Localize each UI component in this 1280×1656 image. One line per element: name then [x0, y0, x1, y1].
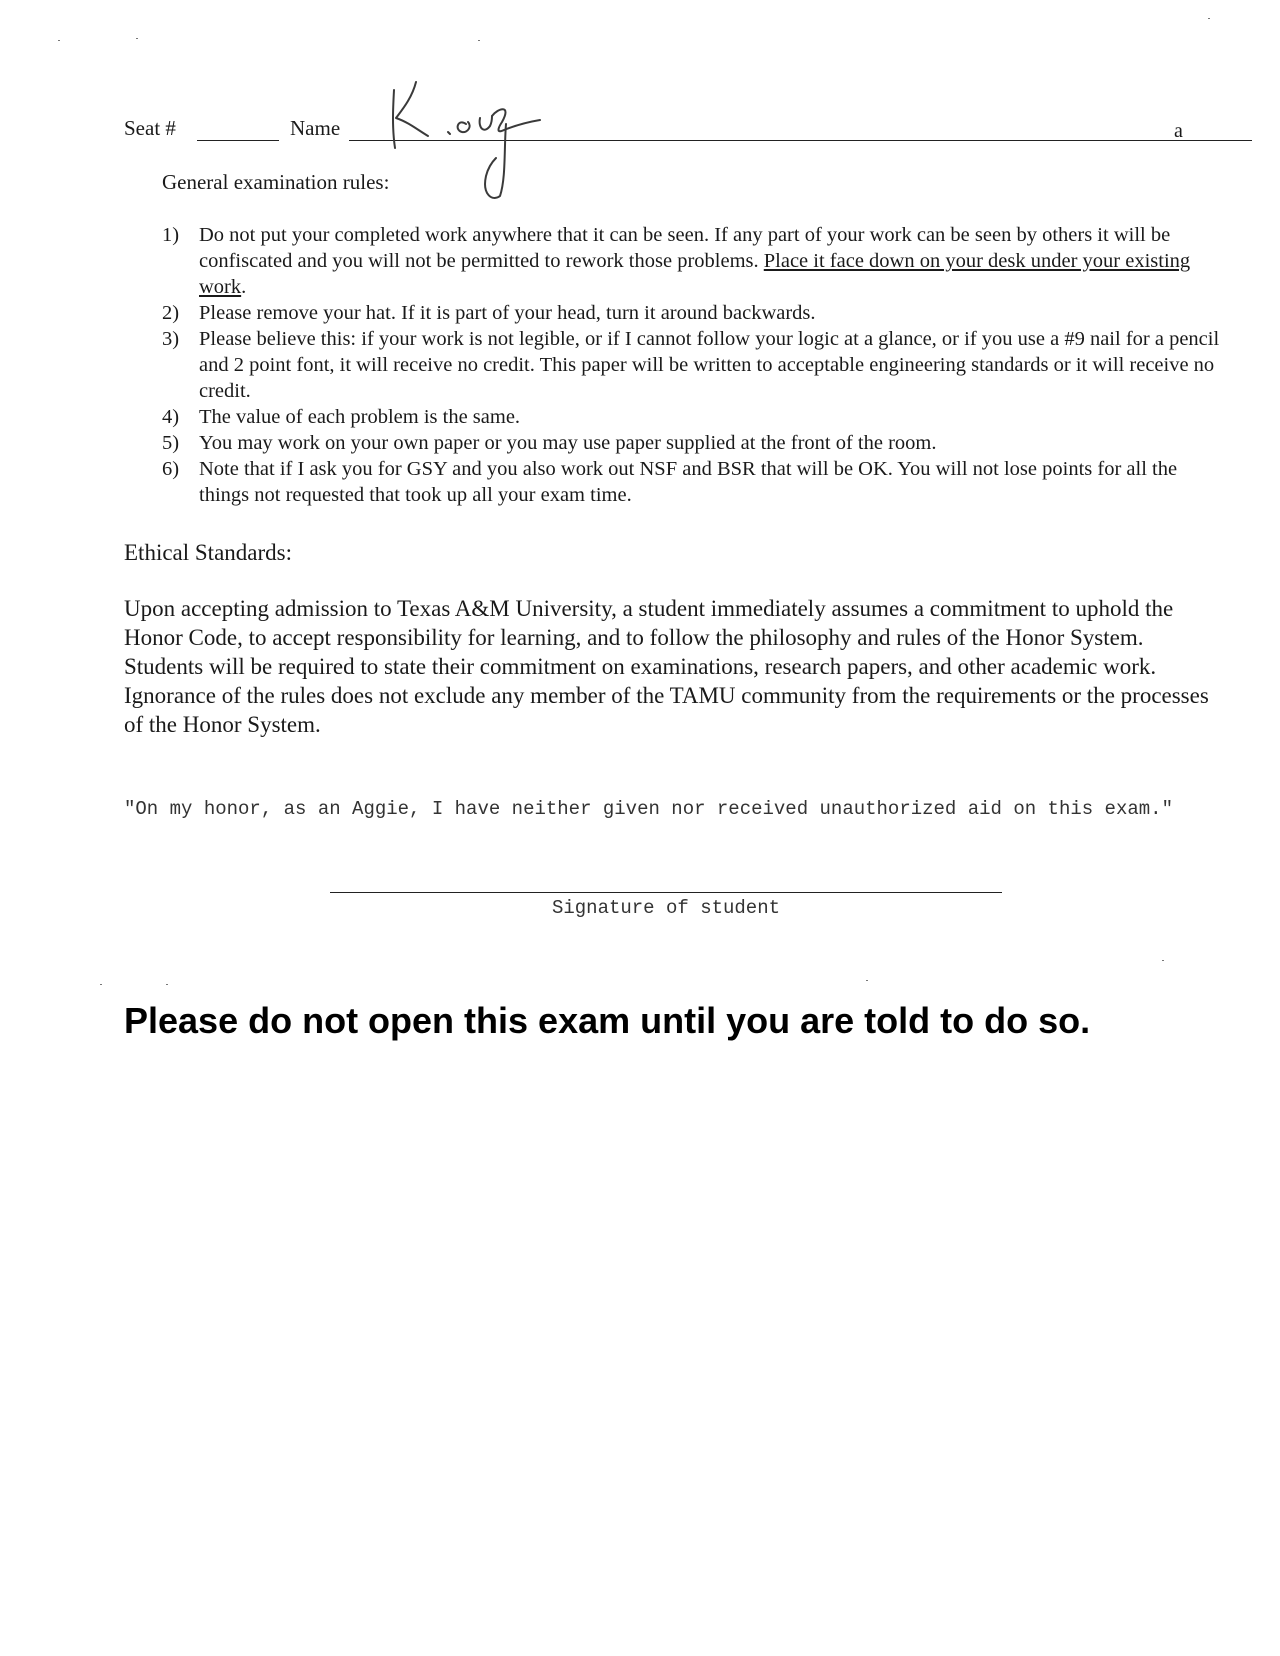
- general-rules-title: General examination rules:: [162, 170, 390, 194]
- rule-text: Do not put your completed work anywhere that it can be seen. If any part of your work can be seen by others it will be confiscated and you will not be permitted to rework those problems.: [199, 224, 1171, 272]
- rule-item: [162, 222, 1222, 300]
- rule-text: You may work on your own paper or you may use paper supplied at the front of the room.: [199, 432, 937, 454]
- scan-speck: [1208, 18, 1210, 19]
- rule-underlined-text: Place it face down on your desk under your existing work: [199, 250, 1191, 298]
- scan-speck: [136, 38, 138, 39]
- scan-speck: [58, 40, 60, 41]
- rules-list: [162, 222, 1222, 508]
- rule-text: The value of each problem is the same.: [199, 406, 521, 428]
- rule-number: 6): [162, 458, 180, 480]
- rule-number: 5): [162, 432, 180, 454]
- rule-text: Note that if I ask you for GSY and you also work out NSF and BSR that will be OK. You will not lose points for all the things not requested that took up all your exam time.: [199, 458, 1178, 506]
- aggie-honor-pledge: "On my honor, as an Aggie, I have neither given nor received unauthorized aid on this exam.": [124, 798, 1173, 820]
- rule-item: [162, 300, 1222, 326]
- rule-number: 1): [162, 224, 180, 246]
- honor-code-paragraph: Upon accepting admission to Texas A&M University, a student immediately assumes a commitment to uphold the Honor Code, to accept responsibility for learning, and to follow the philosophy and rules of the Honor System. Students will be required to state their commitment on examinations, research papers, and other academic work. Ignorance of the rules does not exclude any member of the TAMU community from the requirements or the processes of the Honor System.: [124, 596, 1209, 737]
- seat-field[interactable]: [197, 140, 279, 141]
- name-label: Name: [290, 116, 341, 140]
- scan-speck: [1162, 960, 1164, 961]
- header-line: [124, 112, 1280, 152]
- signature-line[interactable]: [330, 892, 1002, 893]
- seat-label: Seat #: [124, 116, 176, 140]
- rule-number: 2): [162, 302, 180, 324]
- rule-number: 4): [162, 406, 180, 428]
- scan-speck: [478, 40, 480, 41]
- signature-caption: Signature of student: [551, 897, 781, 919]
- scan-speck: [100, 984, 102, 985]
- scan-speck: [166, 984, 168, 985]
- rule-item: [162, 456, 1222, 508]
- scan-speck: [866, 980, 868, 981]
- rule-item: [162, 326, 1222, 404]
- ethical-standards-title: Ethical Standards:: [124, 540, 292, 565]
- handwritten-key-signature: [388, 78, 588, 208]
- rule-item: [162, 404, 1222, 430]
- rule-text: Please believe this: if your work is not legible, or if I cannot follow your logic at a glance, or if you use a #9 nail for a pencil and 2 point font, it will receive no credit. This paper will be written to acceptable engineering standards or it will receive no credit.: [199, 328, 1220, 402]
- rule-tail: .: [241, 276, 247, 298]
- rule-item: [162, 430, 1222, 456]
- rule-number: 3): [162, 328, 180, 350]
- do-not-open-warning: Please do not open this exam until you are told to do so.: [124, 1000, 1091, 1041]
- exam-version-letter: a: [1174, 120, 1183, 142]
- rule-text: Please remove your hat. If it is part of your head, turn it around backwards.: [199, 302, 816, 324]
